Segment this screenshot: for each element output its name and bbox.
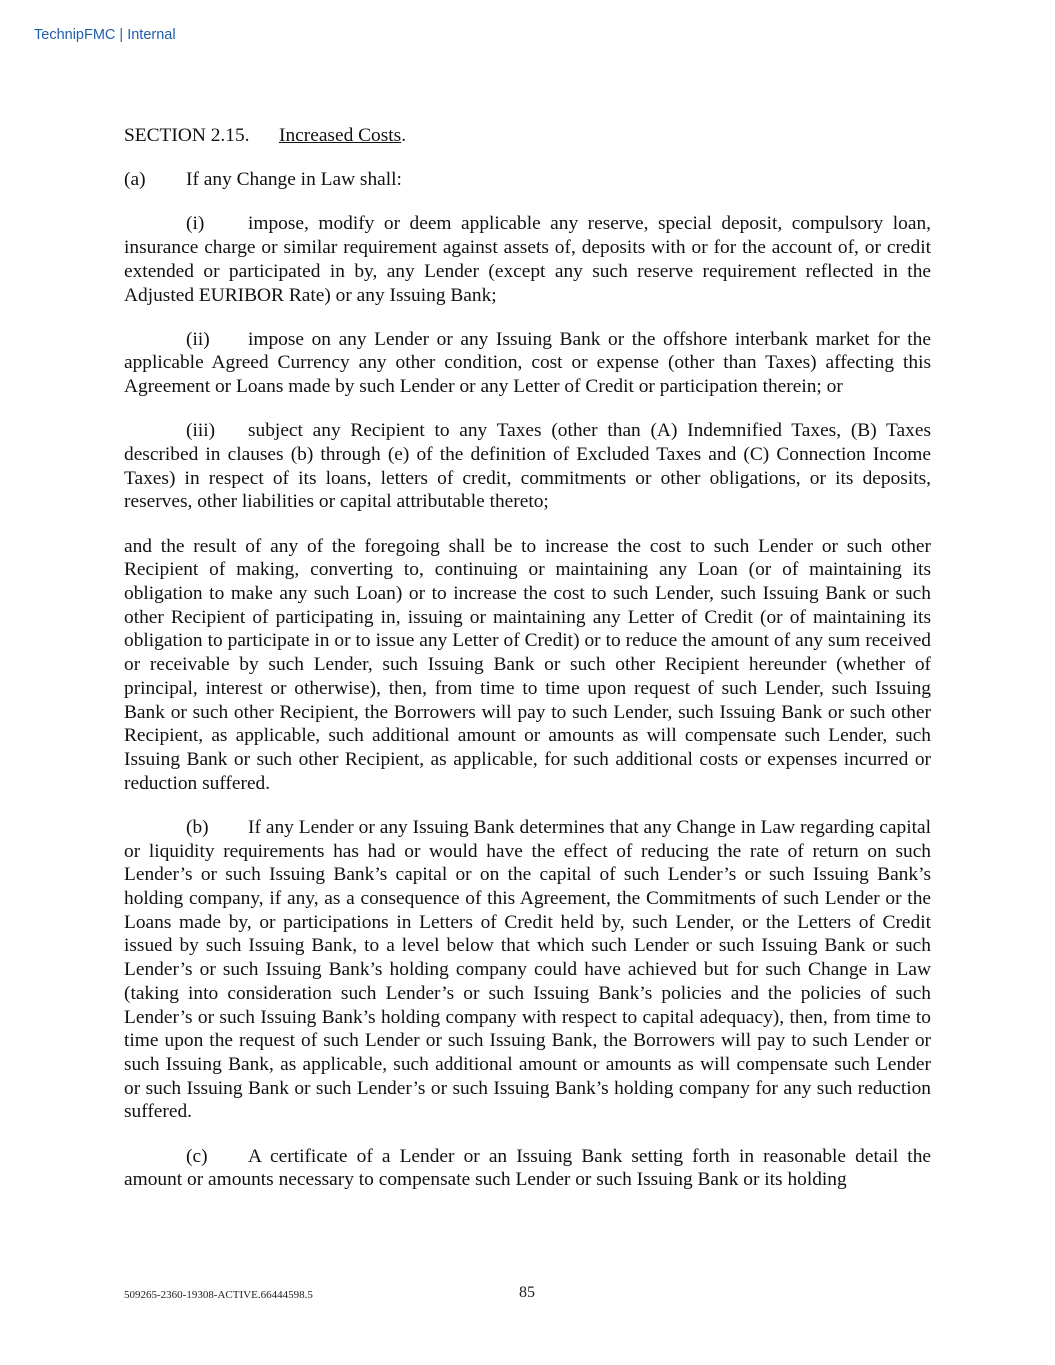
item-ii [124,328,931,399]
document-code: 509265-2360-19308-ACTIVE.66444598.5 [124,1289,313,1301]
item-iii [124,419,931,514]
clause-b-label: (b) [186,816,209,838]
item-i-text: impose, modify or deem applicable any reserve, special deposit, compulsory loan, insurance charge or similar requirement against assets of, deposits with or for the account of, or credit extended or participated in by, any Lender (except any such reserve requirement reflected in the Adjusted EURIBOR Rate) or any Issuing Bank; [124,213,931,306]
document-body [124,124,931,1212]
clause-a-text: If any Change in Law shall: [186,169,402,191]
classification-label: TechnipFMC | Internal [34,27,176,43]
section-number: SECTION 2.15. [124,125,250,146]
clause-c [124,1145,931,1192]
result-paragraph: and the result of any of the foregoing shall be to increase the cost to such Lender or such other Recipient of making, converting to, continuing or maintaining any Loan (or of maintaining its obligation to make any such Loan) or to increase the cost to such Lender, such Issuing Bank or such other Recipient of participating in, issuing or maintaining any Letter of Credit (or of maintaining its obligation to participate in or to issue any Letter of Credit) or to reduce the amount of any sum received or receivable by such Lender, such Issuing Bank or such other Recipient hereunder (whether of principal, interest or otherwise), then, from time to time upon request of such Lender, such Issuing Bank or such other Recipient, the Borrowers will pay to such Lender, such Issuing Bank or such other Recipient, as applicable, such additional amount or amounts as will compensate such Lender, such Issuing Bank or such other Recipient, as applicable, for such additional costs or expenses incurred or reduction suffered. [124,535,931,794]
clause-b [124,816,931,1124]
clause-c-label: (c) [186,1145,208,1167]
item-iii-label: (iii) [186,420,216,442]
clause-c-text: A certificate of a Lender or an Issuing Bank setting forth in reasonable detail the amount or amounts necessary to compensate such Lender or such Issuing Bank or its holding [124,1145,931,1191]
section-heading [124,124,931,148]
section-title-punct: . [401,125,407,146]
page-number: 85 [519,1284,535,1301]
item-i-label: (i) [186,213,205,235]
section-title: Increased Costs [279,125,402,146]
item-ii-label: (ii) [186,328,210,350]
clause-b-text: If any Lender or any Issuing Bank determines that any Change in Law regarding capital or liquidity requirements has had or would have the effect of reducing the rate of return on such Lender’s or such Issuing Bank’s capital or on the capital of such Lender’s or such Issuing Bank’s holding company, if any, as a consequence of this Agreement, the Commitments of such Lender or the Loans made by, or participations in Letters of Credit held by, such Lender, or the Letters of Credit issued by such Issuing Bank, to a level below that which such Lender or such Issuing Bank or such Lender’s or such Issuing Bank’s holding company could have achieved but for such Change in Law (taking into consideration such Lender’s or such Issuing Bank’s policies and the policies of such Lender’s or such Issuing Bank’s holding company with respect to capital adequacy), then, from time to time upon the request of such Lender or such Issuing Bank, the Borrowers will pay to such Lender or such Issuing Bank, as applicable, such additional amount or amounts as will compensate such Lender or such Issuing Bank or such Lender’s or such Issuing Bank’s holding company for any such reduction suffered. [124,816,931,1123]
item-i [124,212,931,307]
item-ii-text: impose on any Lender or any Issuing Bank or the offshore interbank market for the applicable Agreed Currency any other condition, cost or expense (other than Taxes) affecting this Agreement or Loans made by such Lender or any Letter of Credit or participation therein; or [124,328,931,398]
item-iii-text: subject any Recipient to any Taxes (other than (A) Indemnified Taxes, (B) Taxes described in clauses (b) through (e) of the definition of Excluded Taxes and (C) Connection Income Taxes) in respect of its loans, letters of credit, commitments or other obligations, or its deposits, reserves, other liabilities or capital attributable thereto; [124,420,931,513]
clause-a-label: (a) [124,169,146,191]
clause-a [124,168,931,192]
